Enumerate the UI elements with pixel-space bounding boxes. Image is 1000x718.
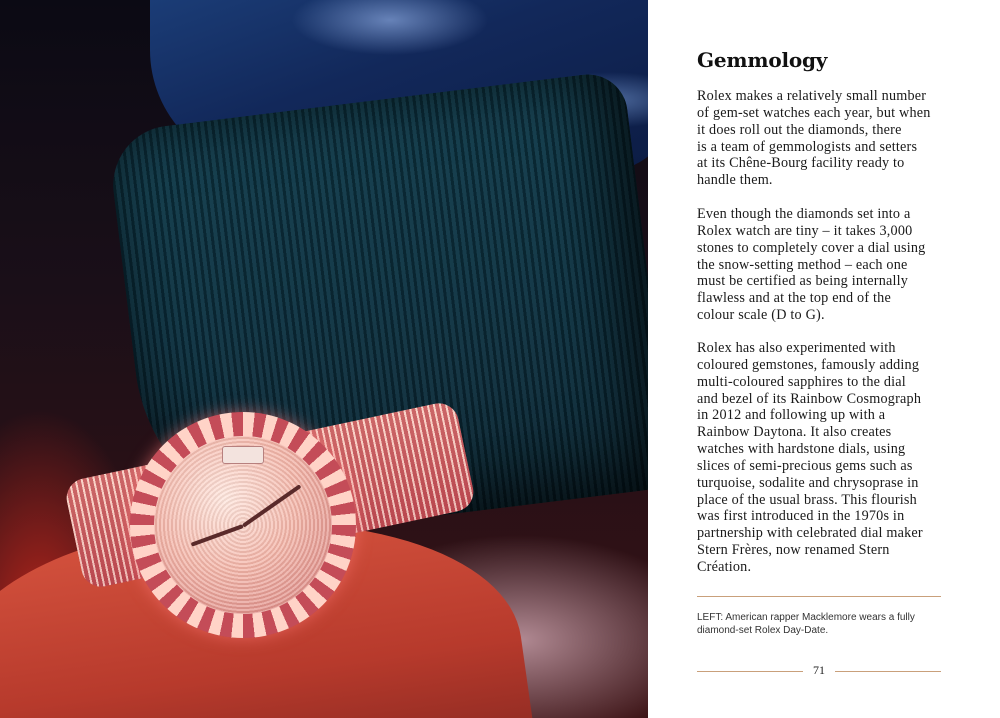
footer-rule-left xyxy=(697,671,803,672)
paragraph-1: Rolex makes a relatively small number of gem-set watches each year, but when it does roll out the diamonds, there is a team of gemmologists and setters at its Chêne-Bourg facility ready to handle them. xyxy=(697,88,931,189)
photo-caption: LEFT: American rapper Macklemore wears a fully diamond-set Rolex Day-Date. xyxy=(697,612,915,636)
caption-divider xyxy=(697,596,941,597)
page-number: 71 xyxy=(813,663,825,677)
day-window xyxy=(222,446,264,464)
paragraph-3: Rolex has also experimented with coloured gemstones, famously adding multi-coloured sapphires to the dial and bezel of its Rainbow Cosmograph in 2012 and following up with a Rainbow Daytona. It also creates watches with hardstone dials, using slices of semi-precious gems such as turquoise, sodalite and chrysoprase in place of the usual brass. This flourish was first introduced in the 1970s in partnership with celebrated dial maker Stern Frères, now renamed Stern Création. xyxy=(697,340,923,575)
footer-rule-right xyxy=(835,671,941,672)
section-heading: Gemmology xyxy=(697,48,828,72)
text-page xyxy=(648,0,1000,718)
paragraph-2: Even though the diamonds set into a Rolex watch are tiny – it takes 3,000 stones to completely cover a dial using the snow-setting method – each one must be certified as being internally flawless and at the top end of the colour scale (D to G). xyxy=(697,206,926,324)
